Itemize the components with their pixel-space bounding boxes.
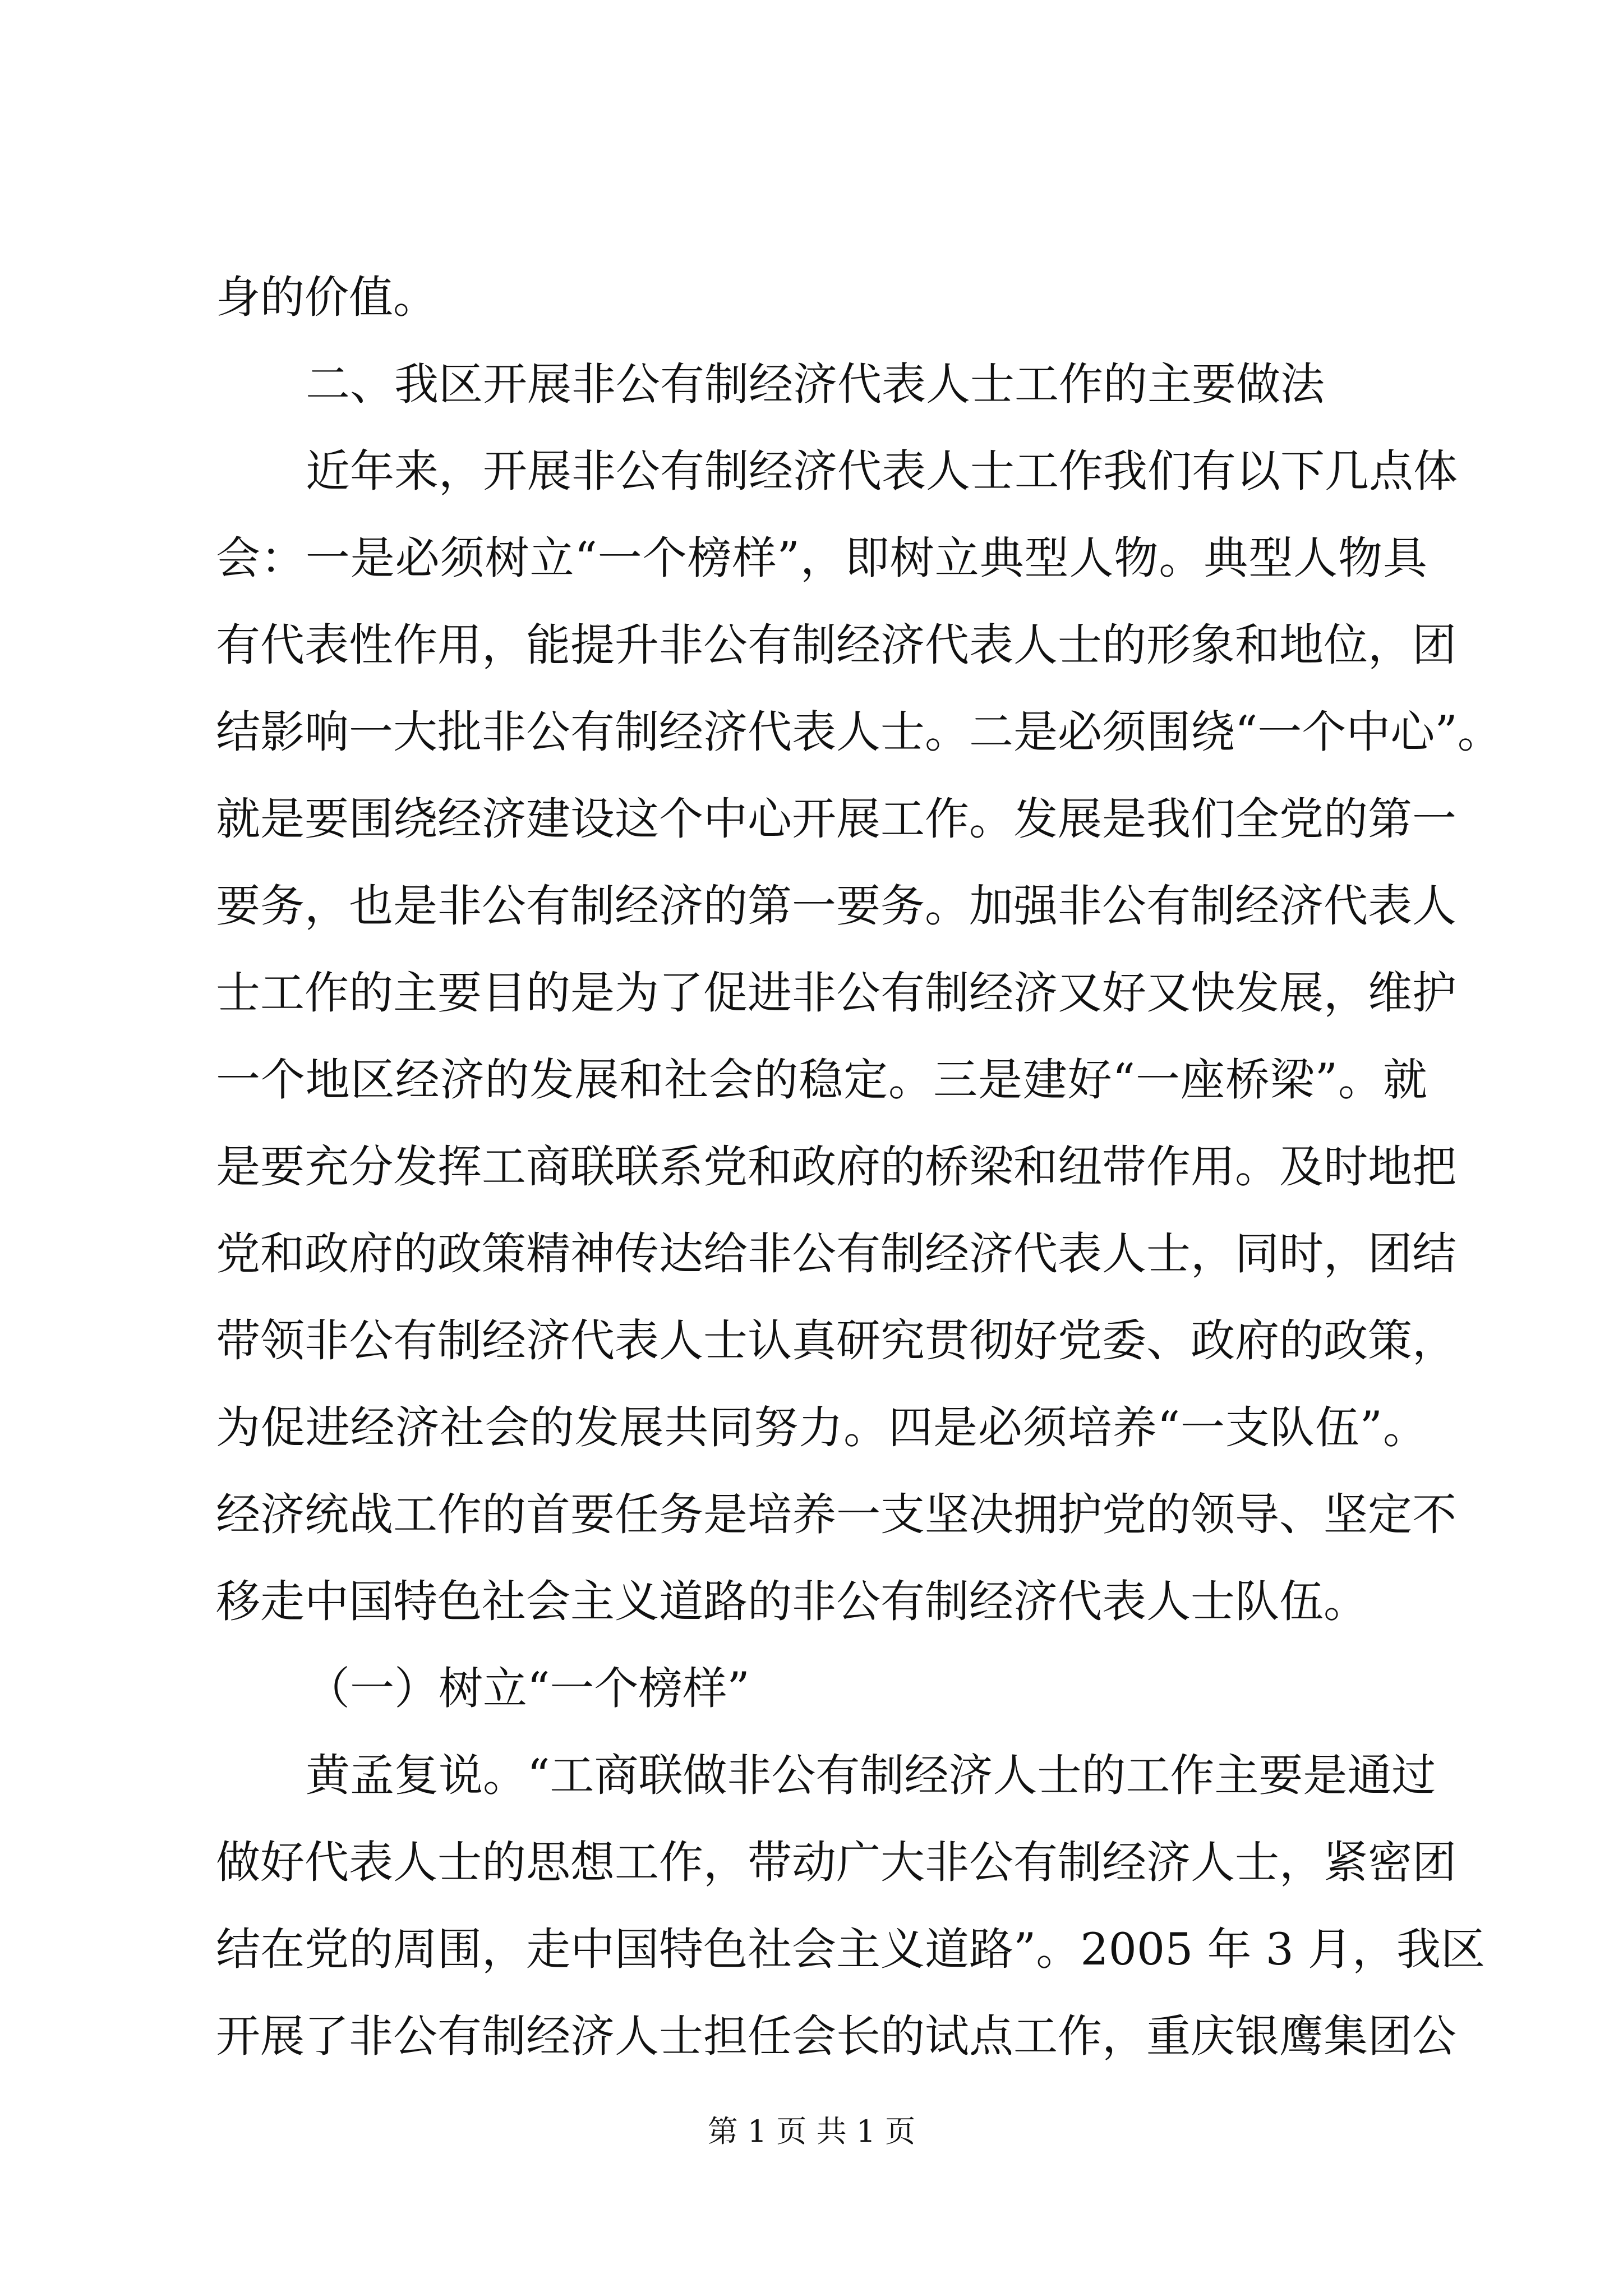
- body-line: 经济统战工作的首要任务是培养一支坚决拥护党的领导、坚定不: [216, 1489, 1456, 1540]
- page-number-footer: 第 1 页 共 1 页: [707, 2114, 916, 2149]
- body-line: 士工作的主要目的是为了促进非公有制经济又好又快发展，维护: [216, 967, 1456, 1019]
- body-line: 结在党的周围，走中国特色社会主义道路”。2005 年 3 月，我区: [216, 1924, 1486, 1975]
- body-line: 要务，也是非公有制经济的第一要务。加强非公有制经济代表人: [216, 880, 1456, 932]
- body-line: 开展了非公有制经济人士担任会长的试点工作，重庆银鹰集团公: [216, 2010, 1456, 2062]
- body-line: 是要充分发挥工商联联系党和政府的桥梁和纽带作用。及时地把: [216, 1141, 1456, 1193]
- subsection-heading: （一）树立“一个榜样”: [306, 1663, 750, 1714]
- body-line: 移走中国特色社会主义道路的非公有制经济代表人士队伍。: [216, 1576, 1368, 1627]
- body-line: 身的价值。: [216, 272, 437, 323]
- body-line: 带领非公有制经济代表人士认真研究贯彻好党委、政府的政策，: [216, 1315, 1456, 1366]
- body-line: 黄孟复说。“工商联做非公有制经济人士的工作主要是通过: [306, 1750, 1436, 1801]
- body-line: 为促进经济社会的发展共同努力。四是必须培养“一支队伍”。: [216, 1402, 1427, 1453]
- body-line: 会：一是必须树立“一个榜样”，即树立典型人物。典型人物具: [216, 532, 1427, 584]
- section-heading: 二、我区开展非公有制经济代表人士工作的主要做法: [306, 358, 1325, 410]
- body-line: 党和政府的政策精神传达给非公有制经济代表人士，同时，团结: [216, 1228, 1456, 1280]
- body-line: 做好代表人士的思想工作，带动广大非公有制经济人士，紧密团: [216, 1837, 1456, 1888]
- body-line: 就是要围绕经济建设这个中心开展工作。发展是我们全党的第一: [216, 793, 1456, 845]
- body-line: 结影响一大批非公有制经济代表人士。二是必须围绕“一个中心”。: [216, 706, 1502, 758]
- body-line: 近年来，开展非公有制经济代表人士工作我们有以下几点体: [306, 445, 1458, 497]
- body-line: 一个地区经济的发展和社会的稳定。三是建好“一座桥梁”。就: [216, 1054, 1427, 1106]
- body-line: 有代表性作用，能提升非公有制经济代表人士的形象和地位，团: [216, 619, 1456, 671]
